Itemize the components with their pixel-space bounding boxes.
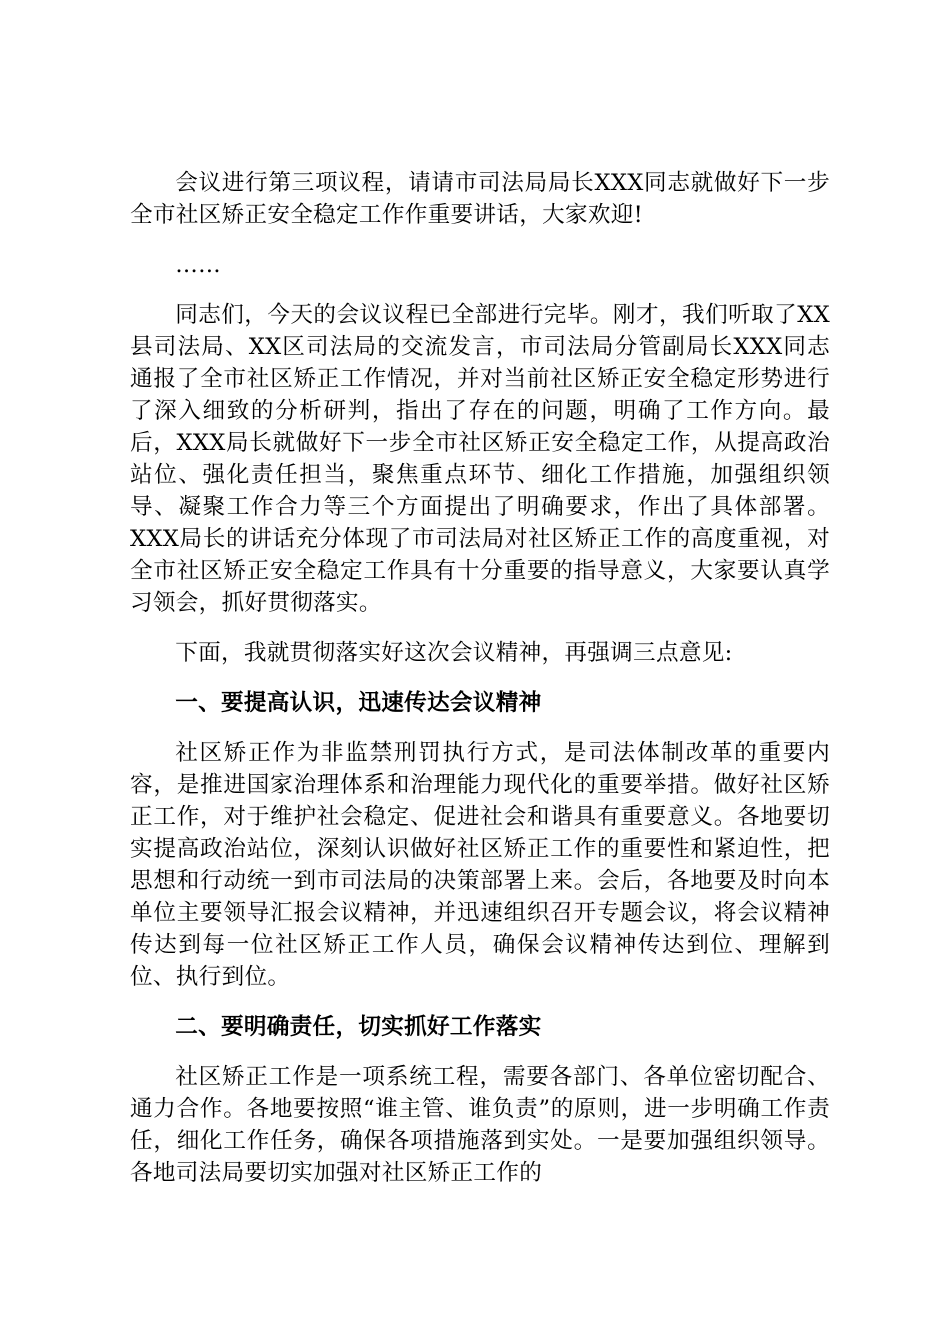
section-heading-two: 二、要明确责任，切实抓好工作落实 — [175, 1014, 542, 1040]
section-heading-one: 一、要提高认识，迅速传达会议精神 — [175, 690, 542, 716]
document-page — [130, 167, 830, 1207]
paragraph-section-one-body: 社区矫正作为非监禁刑罚执行方式，是司法体制改革的重要内容，是推进国家治理体系和治理能力现代化的重要举措。做好社区矫正工作，对于维护社会稳定、促进社会和谐具有重要意义。各地要切实提高政治站位，深刻认识做好社区矫正工作的重要性和紧迫性，把思想和行动统一到市司法局的决策部署上来。会后，各地要及时向本单位主要领导汇报会议精神，并迅速组织召开专题会议，将会议精神传达到每一位社区矫正工作人员，确保会议精神传达到位、理解到位、执行到位。 — [130, 740, 830, 990]
paragraph-section-two-body: 社区矫正工作是一项系统工程，需要各部门、各单位密切配合、通力合作。各地要按照“谁主管、谁负责”的原则，进一步明确工作责任，细化工作任务，确保各项措施落到实处。一是要加强组织领导。各地司法局要切实加强对社区矫正工作的 — [130, 1064, 830, 1186]
paragraph-agenda-item-three: 会议进行第三项议程，请请市司法局局长XXX同志就做好下一步全市社区矫正安全稳定工作作重要讲话，大家欢迎! — [130, 170, 830, 228]
paragraph-meeting-summary: 同志们，今天的会议议程已全部进行完毕。刚才，我们听取了XX县司法局、XX区司法局的交流发言，市司法局分管副局长XXX同志通报了全市社区矫正工作情况，并对当前社区矫正安全稳定形势进行了深入细致的分析研判，指出了存在的问题，明确了工作方向。最后，XXX局长就做好下一步全市社区矫正安全稳定工作，从提高政治站位、强化责任担当，聚焦重点环节、细化工作措施，加强组织领导、凝聚工作合力等三个方面提出了明确要求，作出了具体部署。XXX局长的讲话充分体现了市司法局对社区矫正工作的高度重视，对全市社区矫正安全稳定工作具有十分重要的指导意义，大家要认真学习领会，抓好贯彻落实。 — [130, 302, 830, 616]
paragraph-three-opinions-intro: 下面，我就贯彻落实好这次会议精神，再强调三点意见: — [175, 640, 733, 666]
ellipsis-marker: …… — [175, 252, 221, 278]
